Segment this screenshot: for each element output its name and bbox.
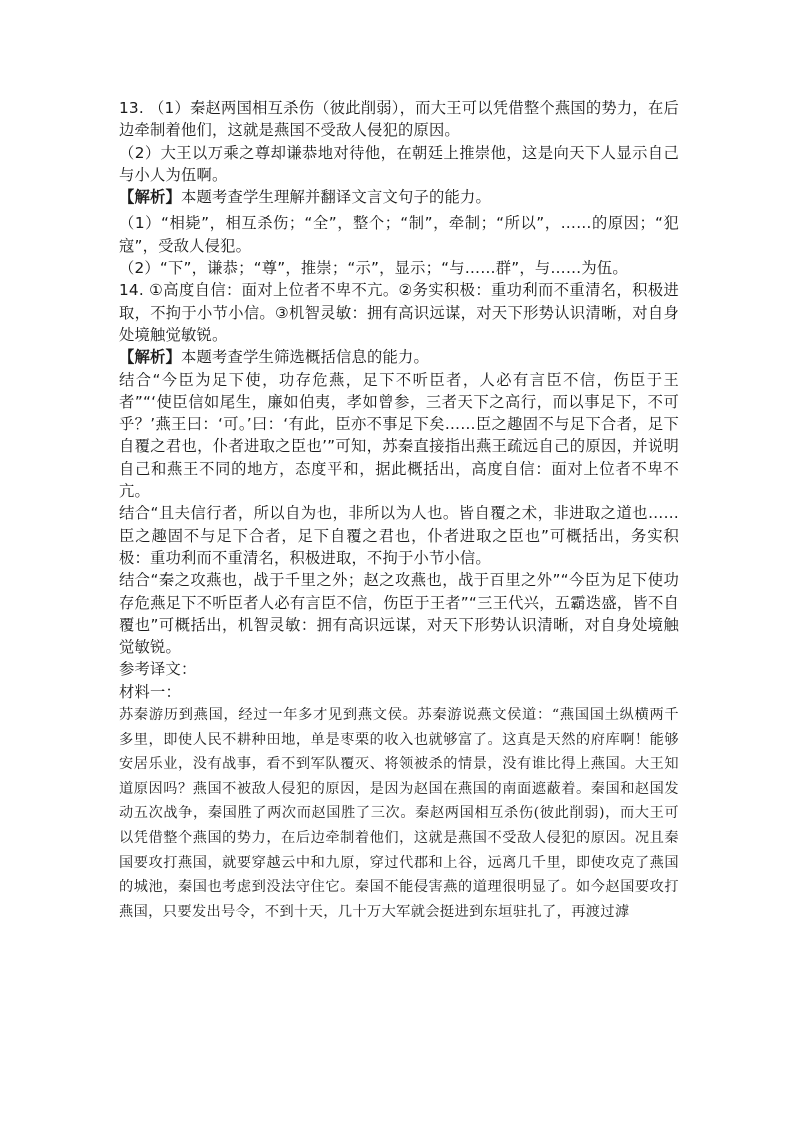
material-label: 材料一： <box>119 682 181 701</box>
analysis-text: 本题考查学生筛选概括信息的能力。 <box>181 348 429 367</box>
answer-13-part-2: （2）大王以万乘之尊却谦恭地对待他，在朝廷上推崇他，这是向天下人显示自己与小人为伍啊。 <box>119 143 679 184</box>
translation-heading: 参考译文： <box>119 660 197 679</box>
answer-13-part-1: 13. （1）秦赵两国相互杀伤（彼此削弱），而大王可以凭借整个燕国的势力，在后边牵制着他们，这就是燕国不受敌人侵犯的原因。 <box>119 99 679 140</box>
answer-14-paragraph-1: 结合“今臣为足下使，功存危燕，足下不听臣者，人必有言臣不信，伤臣于王者”“‘使臣信如尾生，廉如伯夷，孝如曾参，三者天下之高行，而以事足下，不可乎？’燕王曰：‘可。’曰：‘有此，臣亦不事足下矣……臣之趣固不与足下合者，足下自覆之君也，仆者进取之臣也’”可知，苏秦直接指出燕王疏远自己的原因，并说明自己和燕王不同的地方，态度平和，据此概括出，高度自信：面对上位者不卑不亢。 <box>119 370 679 501</box>
analysis-text: 本题考查学生理解并翻译文言文句子的能力。 <box>181 188 491 207</box>
answer-14-analysis <box>119 346 679 368</box>
answer-14: 14. ①高度自信：面对上位者不卑不亢。②务实积极：重功利而不重清名，积极进取，不拘于小节小信。③机智灵敏：拥有高识远谋，对天下形势认识清晰，对自身处境触觉敏锐。 <box>119 281 679 344</box>
analysis-tag: 【解析】 <box>119 348 181 367</box>
answer-13-analysis <box>119 186 679 208</box>
answer-14-paragraph-3: 结合“秦之攻燕也，战于千里之外；赵之攻燕也，战于百里之外”“今臣为足下使功存危燕足下不听臣者人必有言臣不信，伤臣于王者”“三王代兴，五霸迭盛，皆不自覆也”可概括出，机智灵敏：拥有高识远谋，对天下形势认识清晰，对自身处境触觉敏锐。 <box>119 571 679 657</box>
document-body <box>119 97 679 924</box>
answer-13-note-2: （2）“下”，谦恭；“尊”，推崇；“示”，显示；“与……群”，与……为伍。 <box>119 259 628 278</box>
answer-13-note-1: （1）“相毙”，相互杀伤；“全”，整个；“制”，牵制；“所以”，……的原因；“犯寇”，受敌人侵犯。 <box>119 214 679 255</box>
analysis-tag: 【解析】 <box>119 188 181 207</box>
answer-14-paragraph-2: 结合“且夫信行者，所以自为也，非所以为人也。皆自覆之术，非进取之道也……臣之趣固不与足下合者，足下自覆之君也，仆者进取之臣也”可概括出，务实积极：重功利而不重清名，积极进取，不拘于小节小信。 <box>119 504 679 567</box>
translation-body: 苏秦游历到燕国，经过一年多才见到燕文侯。苏秦游说燕文侯道：“燕国国土纵横两千多里，即使人民不耕种田地，单是枣栗的收入也就够富了。这真是天然的府库啊！能够安居乐业，没有战事，看不到军队覆灭、将领被杀的情景，没有谁比得上燕国。大王知道原因吗？燕国不被敌人侵犯的原因，是因为赵国在燕国的南面遮蔽着。秦国和赵国发动五次战争，秦国胜了两次而赵国胜了三次。秦赵两国相互杀伤(彼此削弱)，而大王可以凭借整个燕国的势力，在后边牵制着他们，这就是燕国不受敌人侵犯的原因。况且秦国要攻打燕国，就要穿越云中和九原，穿过代郡和上谷，远离几千里，即使攻克了燕国的城池，秦国也考虑到没法守住它。秦国不能侵害燕的道理很明显了。如今赵国要攻打燕国，只要发出号令，不到十天，几十万大军就会挺进到东垣驻扎了，再渡过滹 <box>119 707 679 920</box>
